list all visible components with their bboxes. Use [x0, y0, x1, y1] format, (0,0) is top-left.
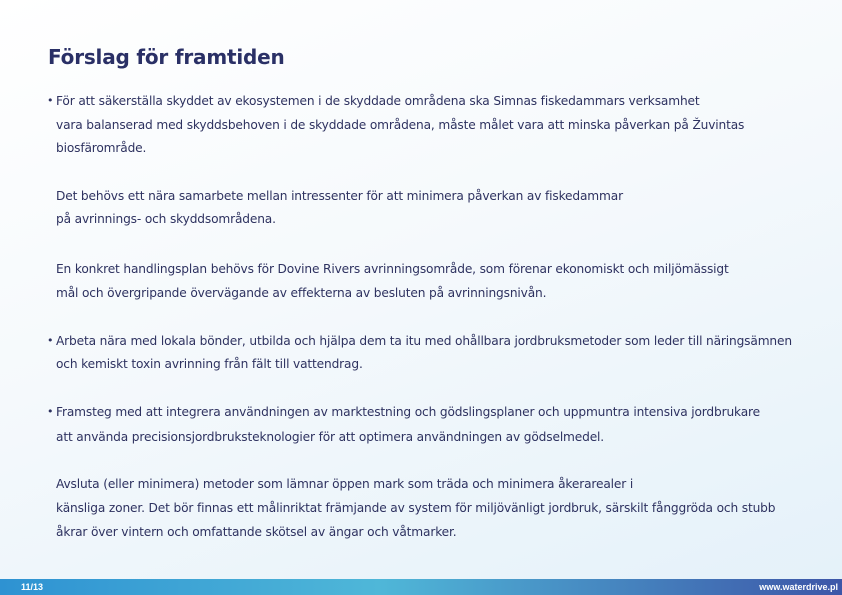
body-line: biosfärområde. — [56, 141, 147, 155]
body-line: känsliga zoner. Det bör finnas ett målinriktat främjande av system för miljövänligt jordbruk, särskilt fånggröda och stubb — [56, 501, 776, 515]
body-line: Framsteg med att integrera användningen av marktestning och gödslingsplaner och uppmuntra intensiva jordbrukare — [56, 405, 760, 419]
body-line: att använda precisionsjordbruksteknologier för att optimera användningen av gödselmedel. — [56, 430, 605, 444]
body-line: Det behövs ett nära samarbete mellan intressenter för att minimera påverkan av fiskedammar — [56, 189, 623, 203]
body-line: vara balanserad med skyddsbehoven i de skyddade områdena, måste målet vara att minska påverkan på Žuvintas — [56, 118, 745, 132]
bullet-icon: • — [47, 94, 54, 107]
footer-bar — [0, 579, 842, 595]
body-line: Avsluta (eller minimera) metoder som lämnar öppen mark som träda och minimera åkerarealer i — [56, 477, 634, 491]
body-line: mål och övergripande övervägande av effekterna av besluten på avrinningsnivån. — [56, 286, 547, 300]
bullet-icon: • — [47, 405, 54, 418]
bullet-icon: • — [47, 334, 54, 347]
slide-title: Förslag för framtiden — [48, 45, 285, 69]
body-line: på avrinnings- och skyddsområdena. — [56, 212, 276, 226]
body-line: Arbeta nära med lokala bönder, utbilda och hjälpa dem ta itu med ohållbara jordbruksmetoder som leder till näringsämnen — [56, 334, 792, 348]
body-line: och kemiskt toxin avrinning från fält till vattendrag. — [56, 357, 363, 371]
body-line: åkrar över vintern och omfattande skötsel av ängar och våtmarker. — [56, 525, 457, 539]
body-line: En konkret handlingsplan behövs för Dovine Rivers avrinningsområde, som förenar ekonomiskt och miljömässigt — [56, 262, 729, 276]
body-line: För att säkerställa skyddet av ekosystemen i de skyddade områdena ska Simnas fiskedammars verksamhet — [56, 94, 700, 108]
page-number: 11/13 — [21, 582, 44, 592]
website-link[interactable]: www.waterdrive.pl — [759, 582, 838, 592]
